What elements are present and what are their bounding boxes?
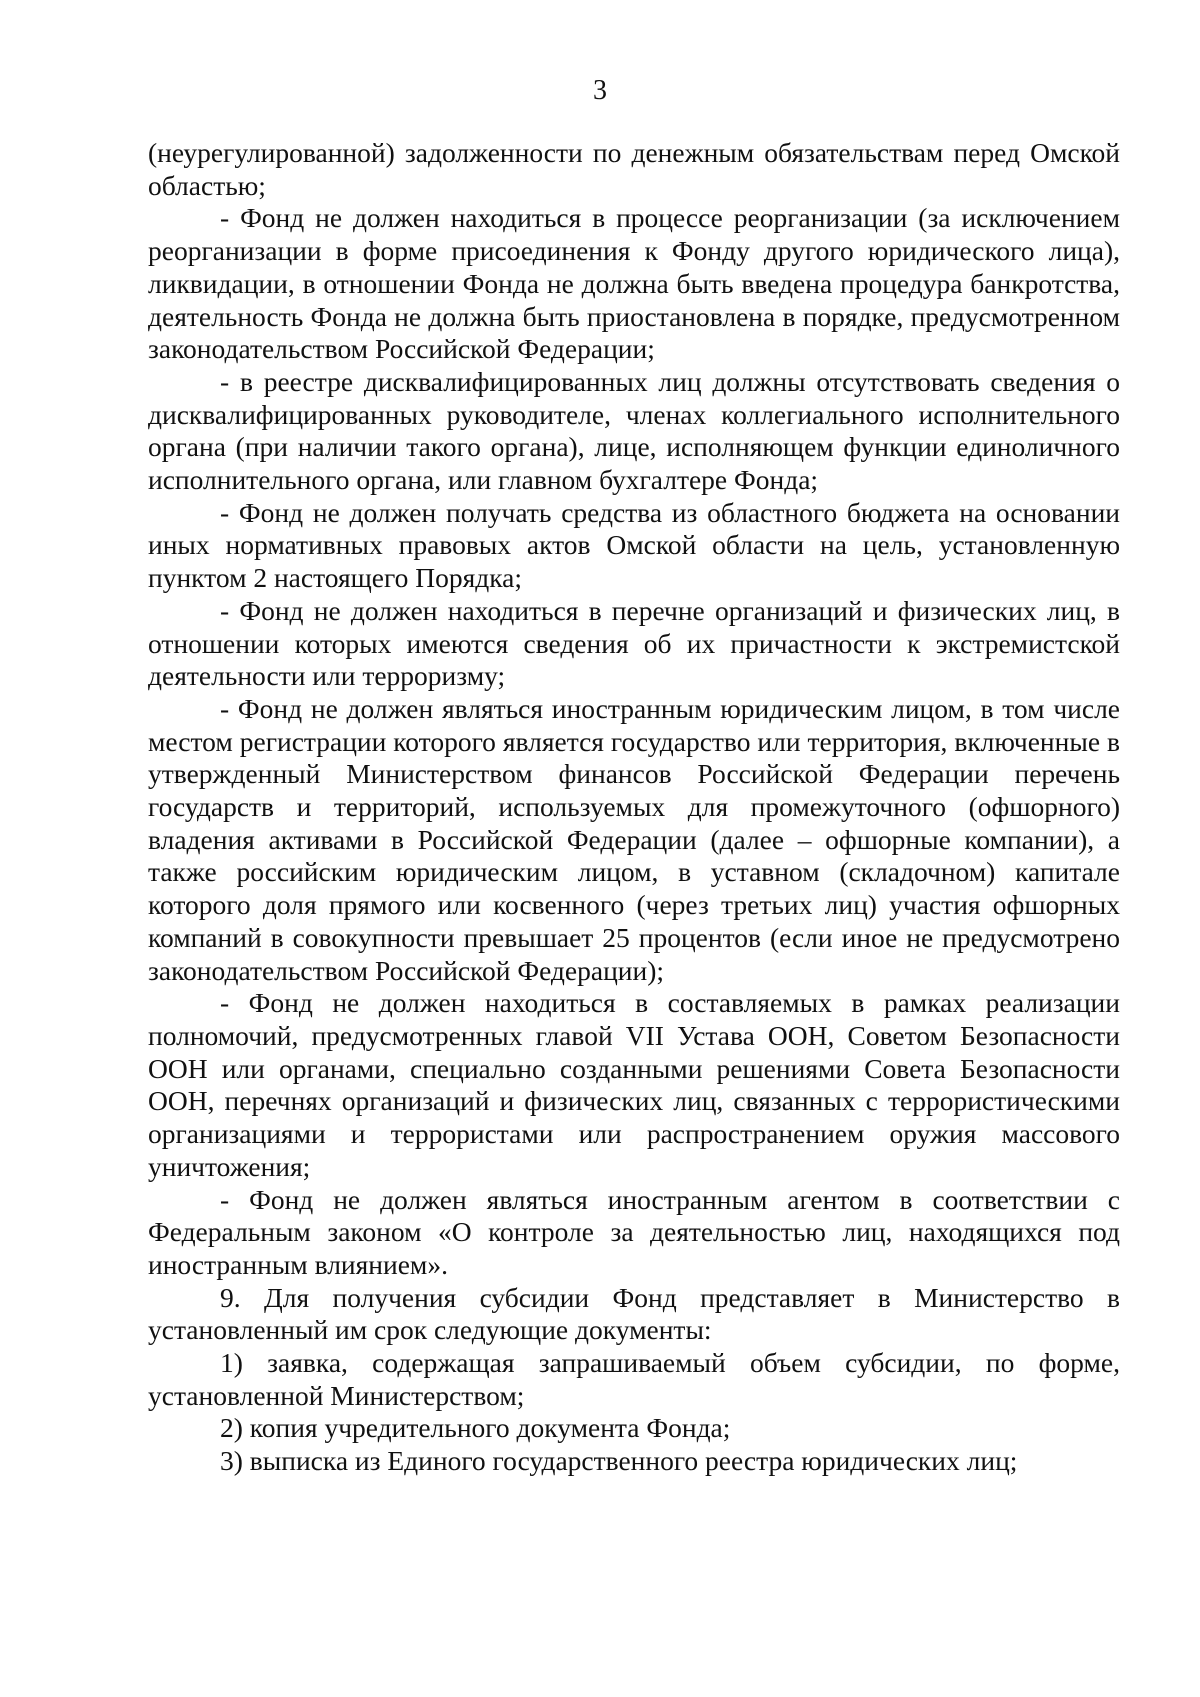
paragraph-1: (неурегулированной) задолженности по денежным обязательствам перед Омской областью; xyxy=(148,137,1120,201)
paragraph-9: 9. Для получения субсидии Фонд представляет в Министерство в установленный им срок следующие документы: xyxy=(148,1281,1120,1346)
paragraph-4: - Фонд не должен получать средства из областного бюджета на основании иных нормативных правовых актов Омской области на цель, установленную пунктом 2 настоящего Порядка; xyxy=(148,496,1120,594)
paragraph-5: - Фонд не должен находиться в перечне организаций и физических лиц, в отношении которых имеются сведения об их причастности к экстремистской деятельности или терроризму; xyxy=(148,594,1120,692)
page-number: 3 xyxy=(593,75,607,106)
paragraph-8: - Фонд не должен являться иностранным агентом в соответствии с Федеральным законом «О контроле за деятельностью лиц, находящихся под иностранным влиянием». xyxy=(148,1183,1120,1280)
list-item-2: 2) копия учредительного документа Фонда; xyxy=(220,1412,731,1444)
paragraph-7: - Фонд не должен находиться в составляемых в рамках реализации полномочий, предусмотренных главой VII Устава ООН, Советом Безопасности ООН или органами, специально созданными решениями Совета Безопасности ООН, перечнях организаций и физических лиц, связанных с террористическими организациями и террористами или распространением оружия массового уничтожения; xyxy=(148,987,1120,1182)
paragraph-2: - Фонд не должен находиться в процессе реорганизации (за исключением реорганизации в форме присоединения к Фонду другого юридического лица), ликвидации, в отношении Фонда не должна быть введена процедура банкротства, деятельность Фонда не должна быть приостановлена в порядке, предусмотренном законодательством Российской Федерации; xyxy=(148,202,1120,365)
document-body xyxy=(148,137,1120,1478)
list-item-1: 1) заявка, содержащая запрашиваемый объем субсидии, по форме, установленной Министерством; xyxy=(148,1347,1120,1411)
list-item-3: 3) выписка из Единого государственного реестра юридических лиц; xyxy=(220,1445,1018,1477)
paragraph-6: - Фонд не должен являться иностранным юридическим лицом, в том числе местом регистрации которого является государство или территория, включенные в утвержденный Министерством финансов Российской Федерации перечень государств и территорий, используемых для промежуточного (офшорного) владения активами в Российской Федерации (далее – офшорные компании), а также российским юридическим лицом, в уставном (складочном) капитале которого доля прямого или косвенного (через третьих лиц) участия офшорных компаний в совокупности превышает 25 процентов (если иное не предусмотрено законодательством Российской Федерации); xyxy=(148,692,1120,986)
paragraph-3: - в реестре дисквалифицированных лиц должны отсутствовать сведения о дисквалифицированных руководителе, членах коллегиального исполнительного органа (при наличии такого органа), лице, исполняющем функции единоличного исполнительного органа, или главном бухгалтере Фонда; xyxy=(148,365,1120,496)
